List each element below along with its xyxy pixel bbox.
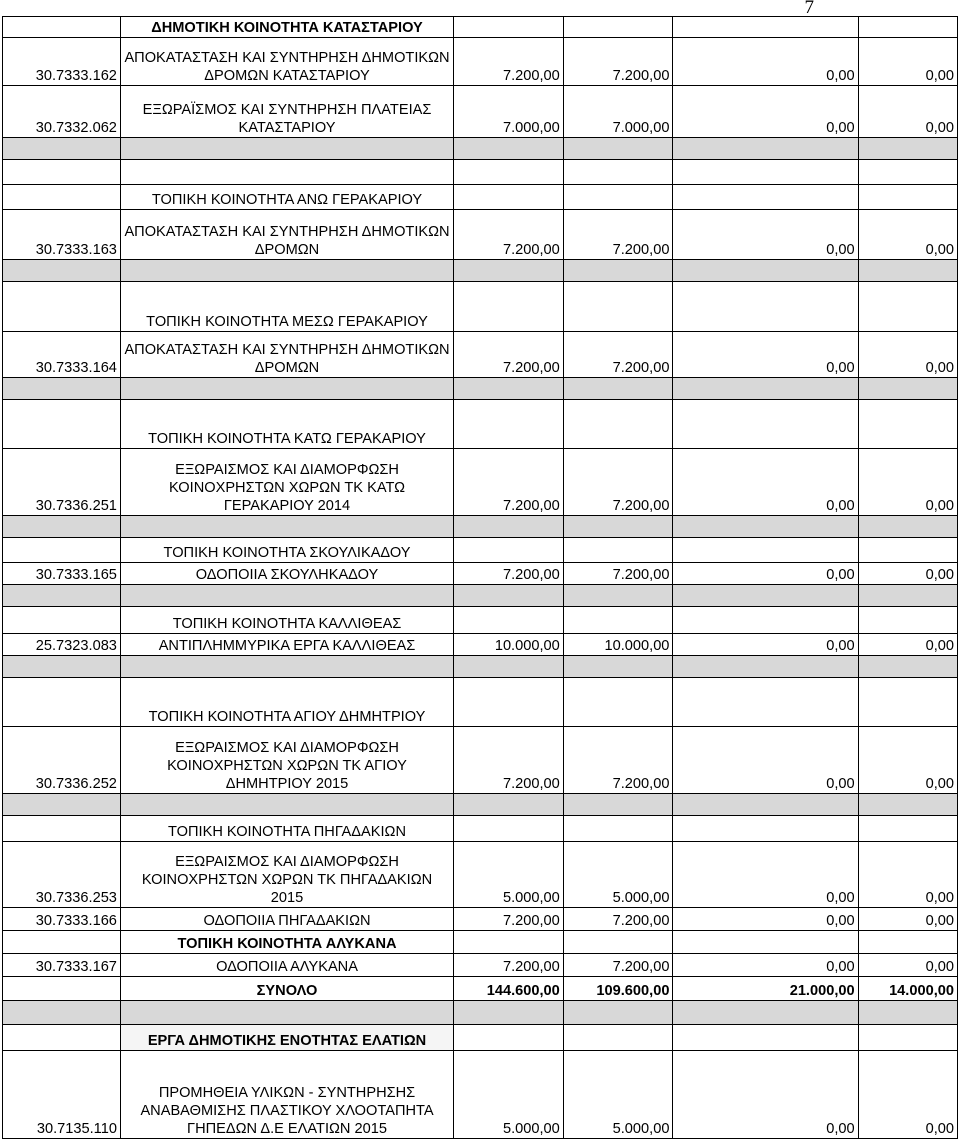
amount-approved: 7.200,00 <box>563 332 673 378</box>
account-code <box>3 931 121 954</box>
account-code: 30.7336.252 <box>3 727 121 794</box>
account-code <box>3 1025 121 1051</box>
table-row <box>3 816 958 842</box>
separator-cell <box>673 585 858 607</box>
table-row <box>3 210 958 260</box>
amount-budgeted <box>454 282 564 332</box>
separator-cell <box>673 656 858 678</box>
account-code: 30.7333.165 <box>3 563 121 585</box>
table-row <box>3 400 958 449</box>
amount-committed: 21.000,00 <box>673 977 858 1001</box>
separator-cell <box>120 378 453 400</box>
separator-cell <box>454 656 564 678</box>
separator-cell <box>120 138 453 160</box>
item-description: ΤΟΠΙΚΗ ΚΟΙΝΟΤΗΤΑ ΠΗΓΑΔΑΚΙΩΝ <box>120 816 453 842</box>
amount-approved: 10.000,00 <box>563 634 673 656</box>
item-description: ΔΗΜΟΤΙΚΗ ΚΟΙΝΟΤΗΤΑ ΚΑΤΑΣΤΑΡΙΟΥ <box>120 17 453 38</box>
separator-cell <box>120 260 453 282</box>
amount-committed <box>673 282 858 332</box>
page-number: 7 <box>804 0 814 18</box>
table-row <box>3 449 958 516</box>
separator-cell <box>673 138 858 160</box>
amount-budgeted: 7.200,00 <box>454 449 564 516</box>
account-code <box>3 607 121 634</box>
amount-paid <box>858 185 957 210</box>
amount-committed: 0,00 <box>673 210 858 260</box>
separator-cell <box>858 378 957 400</box>
separator-cell <box>858 516 957 538</box>
account-code <box>3 282 121 332</box>
amount-paid <box>858 17 957 38</box>
separator-cell <box>454 260 564 282</box>
amount-paid <box>858 538 957 563</box>
account-code <box>3 160 121 185</box>
item-description: ΤΟΠΙΚΗ ΚΟΙΝΟΤΗΤΑ ΚΑΤΩ ΓΕΡΑΚΑΡΙΟΥ <box>120 400 453 449</box>
amount-committed <box>673 931 858 954</box>
amount-paid: 0,00 <box>858 332 957 378</box>
separator-row <box>3 585 958 607</box>
amount-committed: 0,00 <box>673 38 858 86</box>
amount-approved <box>563 282 673 332</box>
amount-approved <box>563 185 673 210</box>
account-code <box>3 538 121 563</box>
account-code: 30.7135.110 <box>3 1051 121 1139</box>
amount-committed: 0,00 <box>673 563 858 585</box>
table-row <box>3 931 958 954</box>
amount-approved: 5.000,00 <box>563 1051 673 1139</box>
separator-cell <box>120 794 453 816</box>
amount-paid <box>858 400 957 449</box>
amount-budgeted <box>454 538 564 563</box>
table-row <box>3 634 958 656</box>
amount-budgeted <box>454 400 564 449</box>
separator-cell <box>454 585 564 607</box>
table-row <box>3 908 958 931</box>
table-row <box>3 538 958 563</box>
separator-cell <box>673 378 858 400</box>
amount-paid: 0,00 <box>858 563 957 585</box>
amount-paid: 0,00 <box>858 210 957 260</box>
account-code <box>3 678 121 727</box>
amount-approved: 7.200,00 <box>563 38 673 86</box>
item-description: ΤΟΠΙΚΗ ΚΟΙΝΟΤΗΤΑ ΑΛΥΚΑΝΑ <box>120 931 453 954</box>
amount-approved <box>563 1025 673 1051</box>
separator-cell <box>563 656 673 678</box>
amount-budgeted: 7.200,00 <box>454 563 564 585</box>
amount-approved: 7.200,00 <box>563 210 673 260</box>
separator-cell <box>454 794 564 816</box>
amount-paid: 14.000,00 <box>858 977 957 1001</box>
amount-paid <box>858 816 957 842</box>
separator-cell <box>563 585 673 607</box>
table-row <box>3 332 958 378</box>
amount-committed <box>673 1025 858 1051</box>
amount-approved <box>563 400 673 449</box>
table-row <box>3 563 958 585</box>
item-description: ΟΔΟΠΟΙΙΑ ΣΚΟΥΛΗΚΑΔΟΥ <box>120 563 453 585</box>
separator-cell <box>563 794 673 816</box>
amount-committed <box>673 678 858 727</box>
account-code: 30.7336.251 <box>3 449 121 516</box>
separator-cell <box>858 138 957 160</box>
separator-cell <box>563 1001 673 1025</box>
amount-approved: 109.600,00 <box>563 977 673 1001</box>
amount-committed: 0,00 <box>673 634 858 656</box>
separator-cell <box>858 1001 957 1025</box>
amount-budgeted <box>454 816 564 842</box>
item-description: ΤΟΠΙΚΗ ΚΟΙΝΟΤΗΤΑ ΚΑΛΛΙΘΕΑΣ <box>120 607 453 634</box>
amount-approved <box>563 678 673 727</box>
table-row <box>3 1051 958 1139</box>
amount-committed: 0,00 <box>673 86 858 138</box>
item-description: ΕΞΩΡΑΙΣΜΟΣ ΚΑΙ ΔΙΑΜΟΡΦΩΣΗ ΚΟΙΝΟΧΡΗΣΤΩΝ ΧΩΡΩΝ ΤΚ ΠΗΓΑΔΑΚΙΩΝ 2015 <box>120 842 453 908</box>
amount-approved <box>563 607 673 634</box>
amount-approved <box>563 538 673 563</box>
amount-budgeted: 7.200,00 <box>454 38 564 86</box>
item-description: ΣΥΝΟΛΟ <box>120 977 453 1001</box>
table-row <box>3 17 958 38</box>
amount-budgeted <box>454 17 564 38</box>
amount-committed: 0,00 <box>673 954 858 977</box>
separator-cell <box>3 656 121 678</box>
amount-budgeted: 7.200,00 <box>454 210 564 260</box>
account-code: 30.7333.167 <box>3 954 121 977</box>
separator-cell <box>120 516 453 538</box>
amount-approved: 7.200,00 <box>563 449 673 516</box>
separator-cell <box>673 794 858 816</box>
amount-committed: 0,00 <box>673 332 858 378</box>
amount-committed <box>673 17 858 38</box>
separator-row <box>3 516 958 538</box>
item-description: ΕΞΩΡΑΙΣΜΟΣ ΚΑΙ ΔΙΑΜΟΡΦΩΣΗ ΚΟΙΝΟΧΡΗΣΤΩΝ ΧΩΡΩΝ ΤΚ ΑΓΙΟΥ ΔΗΜΗΤΡΙΟΥ 2015 <box>120 727 453 794</box>
separator-cell <box>858 794 957 816</box>
item-description: ΑΠΟΚΑΤΑΣΤΑΣΗ ΚΑΙ ΣΥΝΤΗΡΗΣΗ ΔΗΜΟΤΙΚΩΝ ΔΡΟΜΩΝ <box>120 210 453 260</box>
item-description: ΟΔΟΠΟΙΙΑ ΑΛΥΚΑΝΑ <box>120 954 453 977</box>
table-row <box>3 160 958 185</box>
separator-cell <box>3 1001 121 1025</box>
account-code: 30.7333.164 <box>3 332 121 378</box>
table-row <box>3 977 958 1001</box>
item-description: ΤΟΠΙΚΗ ΚΟΙΝΟΤΗΤΑ ΑΓΙΟΥ ΔΗΜΗΤΡΙΟΥ <box>120 678 453 727</box>
separator-cell <box>454 516 564 538</box>
separator-cell <box>3 585 121 607</box>
table-row <box>3 678 958 727</box>
account-code: 30.7336.253 <box>3 842 121 908</box>
amount-committed <box>673 400 858 449</box>
separator-row <box>3 1001 958 1025</box>
amount-committed <box>673 538 858 563</box>
amount-approved <box>563 160 673 185</box>
account-code <box>3 816 121 842</box>
amount-paid: 0,00 <box>858 727 957 794</box>
item-description: ΑΝΤΙΠΛΗΜΜΥΡΙΚΑ ΕΡΓΑ ΚΑΛΛΙΘΕΑΣ <box>120 634 453 656</box>
amount-approved: 7.000,00 <box>563 86 673 138</box>
separator-row <box>3 138 958 160</box>
separator-cell <box>563 260 673 282</box>
separator-row <box>3 260 958 282</box>
amount-paid: 0,00 <box>858 634 957 656</box>
amount-budgeted <box>454 160 564 185</box>
separator-cell <box>454 138 564 160</box>
item-description: ΑΠΟΚΑΤΑΣΤΑΣΗ ΚΑΙ ΣΥΝΤΗΡΗΣΗ ΔΗΜΟΤΙΚΩΝ ΔΡΟΜΩΝ ΚΑΤΑΣΤΑΡΙΟΥ <box>120 38 453 86</box>
amount-paid: 0,00 <box>858 954 957 977</box>
amount-paid: 0,00 <box>858 38 957 86</box>
separator-cell <box>454 1001 564 1025</box>
amount-paid <box>858 678 957 727</box>
separator-cell <box>3 378 121 400</box>
table-row <box>3 1025 958 1051</box>
separator-cell <box>120 585 453 607</box>
account-code: 30.7333.166 <box>3 908 121 931</box>
table-row <box>3 842 958 908</box>
separator-cell <box>3 138 121 160</box>
amount-budgeted <box>454 185 564 210</box>
separator-row <box>3 378 958 400</box>
item-description: ΤΟΠΙΚΗ ΚΟΙΝΟΤΗΤΑ ΜΕΣΩ ΓΕΡΑΚΑΡΙΟΥ <box>120 282 453 332</box>
item-description <box>120 160 453 185</box>
amount-paid <box>858 931 957 954</box>
separator-cell <box>673 1001 858 1025</box>
separator-cell <box>673 516 858 538</box>
amount-budgeted: 10.000,00 <box>454 634 564 656</box>
amount-paid: 0,00 <box>858 908 957 931</box>
amount-paid <box>858 607 957 634</box>
separator-row <box>3 656 958 678</box>
amount-approved: 7.200,00 <box>563 908 673 931</box>
separator-cell <box>858 656 957 678</box>
amount-paid <box>858 1025 957 1051</box>
item-description: ΠΡΟΜΗΘΕΙΑ ΥΛΙΚΩΝ - ΣΥΝΤΗΡΗΣΗΣ ΑΝΑΒΑΘΜΙΣΗΣ ΠΛΑΣΤΙΚΟΥ ΧΛΟΟΤΑΠΗΤΑ ΓΗΠΕΔΩΝ Δ.Ε ΕΛΑΤΙΩΝ 2015 <box>120 1051 453 1139</box>
separator-cell <box>3 260 121 282</box>
amount-budgeted: 5.000,00 <box>454 1051 564 1139</box>
account-code <box>3 400 121 449</box>
table-row <box>3 607 958 634</box>
account-code <box>3 185 121 210</box>
separator-cell <box>563 138 673 160</box>
amount-paid: 0,00 <box>858 842 957 908</box>
amount-committed <box>673 185 858 210</box>
amount-committed: 0,00 <box>673 1051 858 1139</box>
table-row <box>3 282 958 332</box>
separator-cell <box>563 378 673 400</box>
amount-committed <box>673 607 858 634</box>
amount-budgeted <box>454 678 564 727</box>
amount-committed: 0,00 <box>673 908 858 931</box>
item-description: ΤΟΠΙΚΗ ΚΟΙΝΟΤΗΤΑ ΣΚΟΥΛΙΚΑΔΟΥ <box>120 538 453 563</box>
table-row <box>3 185 958 210</box>
item-description: ΟΔΟΠΟΙΙΑ ΠΗΓΑΔΑΚΙΩΝ <box>120 908 453 931</box>
separator-cell <box>673 260 858 282</box>
account-code: 30.7333.162 <box>3 38 121 86</box>
account-code: 25.7323.083 <box>3 634 121 656</box>
amount-committed: 0,00 <box>673 727 858 794</box>
item-description: ΕΞΩΡΑΙΣΜΟΣ ΚΑΙ ΔΙΑΜΟΡΦΩΣΗ ΚΟΙΝΟΧΡΗΣΤΩΝ ΧΩΡΩΝ ΤΚ ΚΑΤΩ ΓΕΡΑΚΑΡΙΟΥ 2014 <box>120 449 453 516</box>
amount-paid <box>858 160 957 185</box>
item-description: ΕΡΓΑ ΔΗΜΟΤΙΚΗΣ ΕΝΟΤΗΤΑΣ ΕΛΑΤΙΩΝ <box>120 1025 453 1051</box>
amount-paid <box>858 282 957 332</box>
separator-cell <box>858 585 957 607</box>
amount-budgeted <box>454 931 564 954</box>
amount-approved <box>563 17 673 38</box>
table-row <box>3 38 958 86</box>
account-code: 30.7332.062 <box>3 86 121 138</box>
amount-committed <box>673 816 858 842</box>
table-row <box>3 86 958 138</box>
separator-cell <box>858 260 957 282</box>
account-code: 30.7333.163 <box>3 210 121 260</box>
budget-table-body <box>3 17 958 1139</box>
amount-budgeted <box>454 1025 564 1051</box>
amount-committed <box>673 160 858 185</box>
account-code <box>3 17 121 38</box>
amount-approved <box>563 816 673 842</box>
amount-paid: 0,00 <box>858 449 957 516</box>
amount-committed: 0,00 <box>673 449 858 516</box>
item-description: ΕΞΩΡΑΪΣΜΟΣ ΚΑΙ ΣΥΝΤΗΡΗΣΗ ΠΛΑΤΕΙΑΣ ΚΑΤΑΣΤΑΡΙΟΥ <box>120 86 453 138</box>
item-description: ΑΠΟΚΑΤΑΣΤΑΣΗ ΚΑΙ ΣΥΝΤΗΡΗΣΗ ΔΗΜΟΤΙΚΩΝ ΔΡΟΜΩΝ <box>120 332 453 378</box>
amount-budgeted: 7.200,00 <box>454 332 564 378</box>
separator-cell <box>120 1001 453 1025</box>
account-code <box>3 977 121 1001</box>
amount-budgeted: 5.000,00 <box>454 842 564 908</box>
separator-row <box>3 794 958 816</box>
amount-approved: 7.200,00 <box>563 954 673 977</box>
amount-budgeted: 7.200,00 <box>454 727 564 794</box>
amount-approved: 7.200,00 <box>563 727 673 794</box>
table-row <box>3 954 958 977</box>
item-description: ΤΟΠΙΚΗ ΚΟΙΝΟΤΗΤΑ ΑΝΩ ΓΕΡΑΚΑΡΙΟΥ <box>120 185 453 210</box>
amount-budgeted: 7.000,00 <box>454 86 564 138</box>
amount-approved <box>563 931 673 954</box>
amount-budgeted: 7.200,00 <box>454 908 564 931</box>
amount-budgeted <box>454 607 564 634</box>
separator-cell <box>3 794 121 816</box>
table-row <box>3 727 958 794</box>
separator-cell <box>120 656 453 678</box>
amount-budgeted: 7.200,00 <box>454 954 564 977</box>
amount-approved: 5.000,00 <box>563 842 673 908</box>
amount-approved: 7.200,00 <box>563 563 673 585</box>
separator-cell <box>3 516 121 538</box>
separator-cell <box>454 378 564 400</box>
amount-budgeted: 144.600,00 <box>454 977 564 1001</box>
amount-paid: 0,00 <box>858 1051 957 1139</box>
amount-committed: 0,00 <box>673 842 858 908</box>
budget-table <box>2 16 958 1139</box>
separator-cell <box>563 516 673 538</box>
amount-paid: 0,00 <box>858 86 957 138</box>
